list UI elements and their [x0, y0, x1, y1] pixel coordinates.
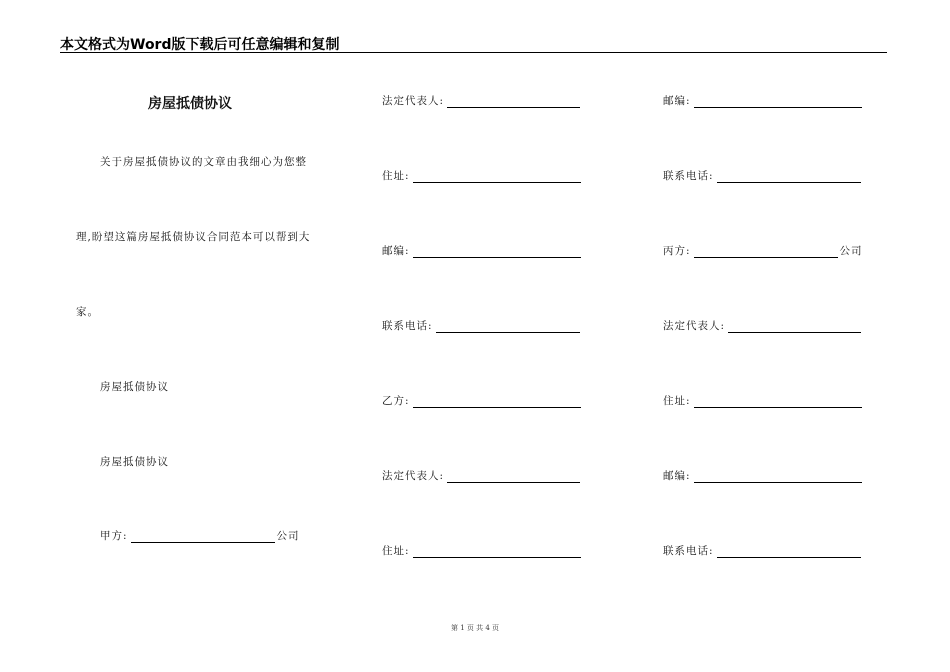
field-label: 丙方: — [663, 245, 691, 257]
field-party-b — [382, 393, 581, 408]
page-footer: 第 1 页 共 4 页 — [450, 624, 500, 632]
document-title: 房屋抵债协议 — [148, 96, 232, 112]
field-label: 住址: — [663, 395, 691, 407]
field-phone — [663, 543, 861, 558]
field-label: 乙方: — [382, 395, 410, 407]
field-blank — [694, 97, 862, 108]
party-a-field — [100, 528, 300, 543]
party-a-blank — [131, 532, 275, 543]
field-label: 法定代表人: — [663, 320, 726, 332]
field-address — [382, 168, 581, 183]
field-legal-representative — [663, 318, 861, 333]
field-label: 住址: — [382, 170, 410, 182]
field-address — [382, 543, 581, 558]
field-blank — [447, 97, 580, 108]
field-legal-representative — [382, 468, 580, 483]
field-blank — [436, 322, 580, 333]
field-blank — [413, 547, 581, 558]
field-label: 联系电话: — [663, 170, 714, 182]
intro-line-2: 理,盼望这篇房屋抵债协议合同范本可以帮到大 — [76, 231, 311, 243]
field-blank — [717, 172, 861, 183]
field-address — [663, 393, 862, 408]
field-label: 法定代表人: — [382, 95, 445, 107]
field-label: 邮编: — [663, 95, 691, 107]
section-heading-1: 房屋抵债协议 — [100, 381, 169, 393]
field-label: 法定代表人: — [382, 470, 445, 482]
field-blank — [413, 397, 581, 408]
field-blank — [694, 247, 838, 258]
field-blank — [694, 472, 862, 483]
section-heading-2: 房屋抵债协议 — [100, 456, 169, 468]
header-title: 本文格式为Word版下载后可任意编辑和复制 — [60, 37, 340, 53]
field-suffix: 公司 — [839, 245, 863, 257]
field-postcode — [663, 93, 862, 108]
field-postcode — [382, 243, 581, 258]
field-phone — [382, 318, 580, 333]
field-phone — [663, 168, 861, 183]
field-blank — [413, 247, 581, 258]
field-label: 住址: — [382, 545, 410, 557]
field-label: 联系电话: — [663, 545, 714, 557]
field-label: 邮编: — [663, 470, 691, 482]
field-blank — [413, 172, 581, 183]
field-blank — [694, 397, 862, 408]
intro-line-3: 家。 — [76, 306, 99, 318]
field-postcode — [663, 468, 862, 483]
party-a-label: 甲方: — [100, 530, 128, 542]
header-divider — [60, 52, 887, 53]
field-blank — [728, 322, 861, 333]
field-label: 联系电话: — [382, 320, 433, 332]
intro-line-1: 关于房屋抵债协议的文章由我细心为您整 — [100, 156, 307, 168]
field-blank — [717, 547, 861, 558]
field-label: 邮编: — [382, 245, 410, 257]
field-party-c — [663, 243, 863, 258]
party-a-suffix: 公司 — [276, 530, 300, 542]
field-legal-representative — [382, 93, 580, 108]
field-blank — [447, 472, 580, 483]
